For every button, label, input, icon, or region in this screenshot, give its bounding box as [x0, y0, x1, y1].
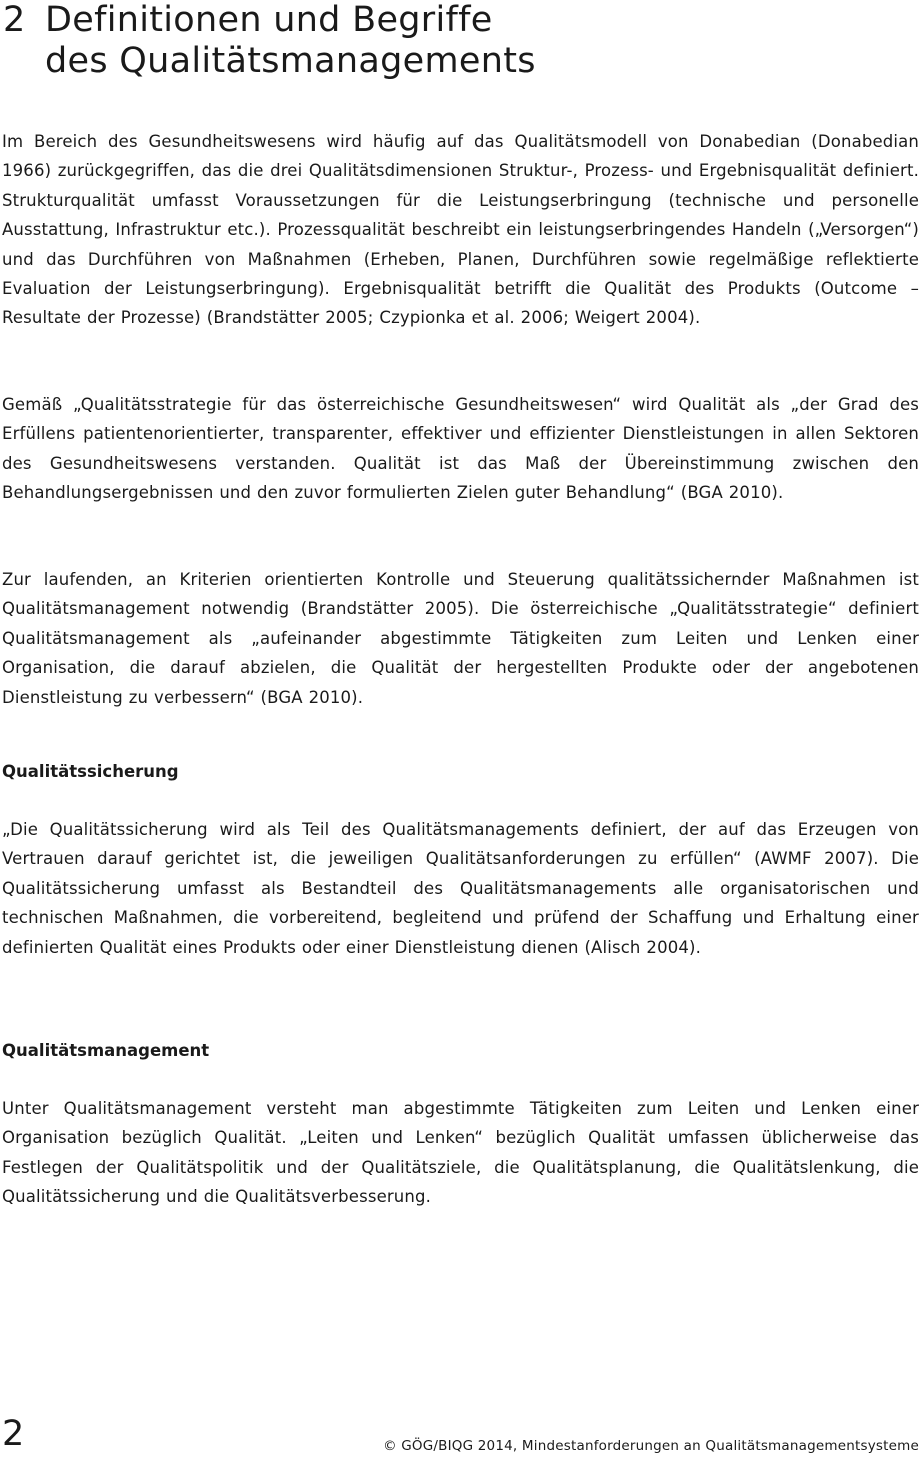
- paragraph-quality-assurance: „Die Qualitätssicherung wird als Teil des Qualitätsmanagements definiert, der auf das Erzeugen von Vertrauen darauf gerichtet ist, die jeweiligen Qualitätsanforderungen zu erfüllen“ (AWMF 2007). Die Qualitätssicherung umfasst als Bestandteil des Qualitätsmanagements alle organisatorischen und technischen Maßnahmen, die vorbereitend, begleitend und prüfend der Schaffung und Erhaltung einer definierten Qualität eines Produkts oder einer Dienstleistung dienen (Alisch 2004).: [2, 820, 919, 957]
- paragraph-donabedian: Im Bereich des Gesundheitswesens wird häufig auf das Qualitätsmodell von Donabedian (Donabedian 1966) zurückgegriffen, das die drei Qualitätsdimensionen Struktur-, Prozess- und Ergebnisqualität definiert. Strukturqualität umfasst Voraussetzungen für die Leistungserbringung (technische und personelle Ausstattung, Infrastruktur etc.). Prozessqualität beschreibt ein leistungserbringendes Handeln („Versorgen“) und das Durchführen von Maßnahmen (Erheben, Planen, Durchführen sowie regelmäßige reflektierte Evaluation der Leistungserbringung). Ergebnisqualität betrifft die Qualität des Produkts (Outcome – Resultate der Prozesse) (Brandstätter 2005; Czypionka et al. 2006; Weigert 2004).: [2, 132, 919, 328]
- section-heading-quality-management: Qualitätsmanagement: [2, 1041, 210, 1060]
- page-number: 2: [2, 1414, 25, 1454]
- chapter-title-line1: Definitionen und Begriffe: [45, 0, 493, 40]
- paragraph-quality-strategy: Gemäß „Qualitätsstrategie für das österreichische Gesundheitswesen“ wird Qualität als „der Grad des Erfüllens patientenorientierter, transparenter, effektiver und effizienter Dienstleistungen in allen Sektoren des Gesundheitswesens verstanden. Qualität ist das Maß der Übereinstimmung zwischen den Behandlungsergebnissen und den zuvor formulierten Zielen guter Behandlung“ (BGA 2010).: [2, 395, 919, 503]
- paragraph-quality-management-need: Zur laufenden, an Kriterien orientierten Kontrolle und Steuerung qualitätssichernder Maßnahmen ist Qualitätsmanagement notwendig (Brandstätter 2005). Die österreichische „Qualitätsstrategie“ definiert Qualitätsmanagement als „aufeinander abgestimmte Tätigkeiten zum Leiten und Lenken einer Organisation, die darauf abzielen, die Qualität der hergestellten Produkte oder der angebotenen Dienstleistung zu verbessern“ (BGA 2010).: [2, 570, 919, 707]
- chapter-number: 2: [3, 0, 26, 40]
- section-heading-quality-assurance: Qualitätssicherung: [2, 762, 179, 781]
- chapter-title-line2: des Qualitätsmanagements: [45, 41, 536, 81]
- chapter-title: [3, 0, 536, 82]
- footer-copyright: © GÖG/BIQG 2014, Mindestanforderungen an Qualitätsmanagementsysteme: [383, 1438, 919, 1454]
- paragraph-quality-management-definition: Unter Qualitätsmanagement versteht man abgestimmte Tätigkeiten zum Leiten und Lenken einer Organisation bezüglich Qualität. „Leiten und Lenken“ bezüglich Qualität umfassen üblicherweise das Festlegen der Qualitätspolitik und der Qualitätsziele, die Qualitätsplanung, die Qualitätslenkung, die Qualitätssicherung und die Qualitätsverbesserung.: [2, 1099, 919, 1207]
